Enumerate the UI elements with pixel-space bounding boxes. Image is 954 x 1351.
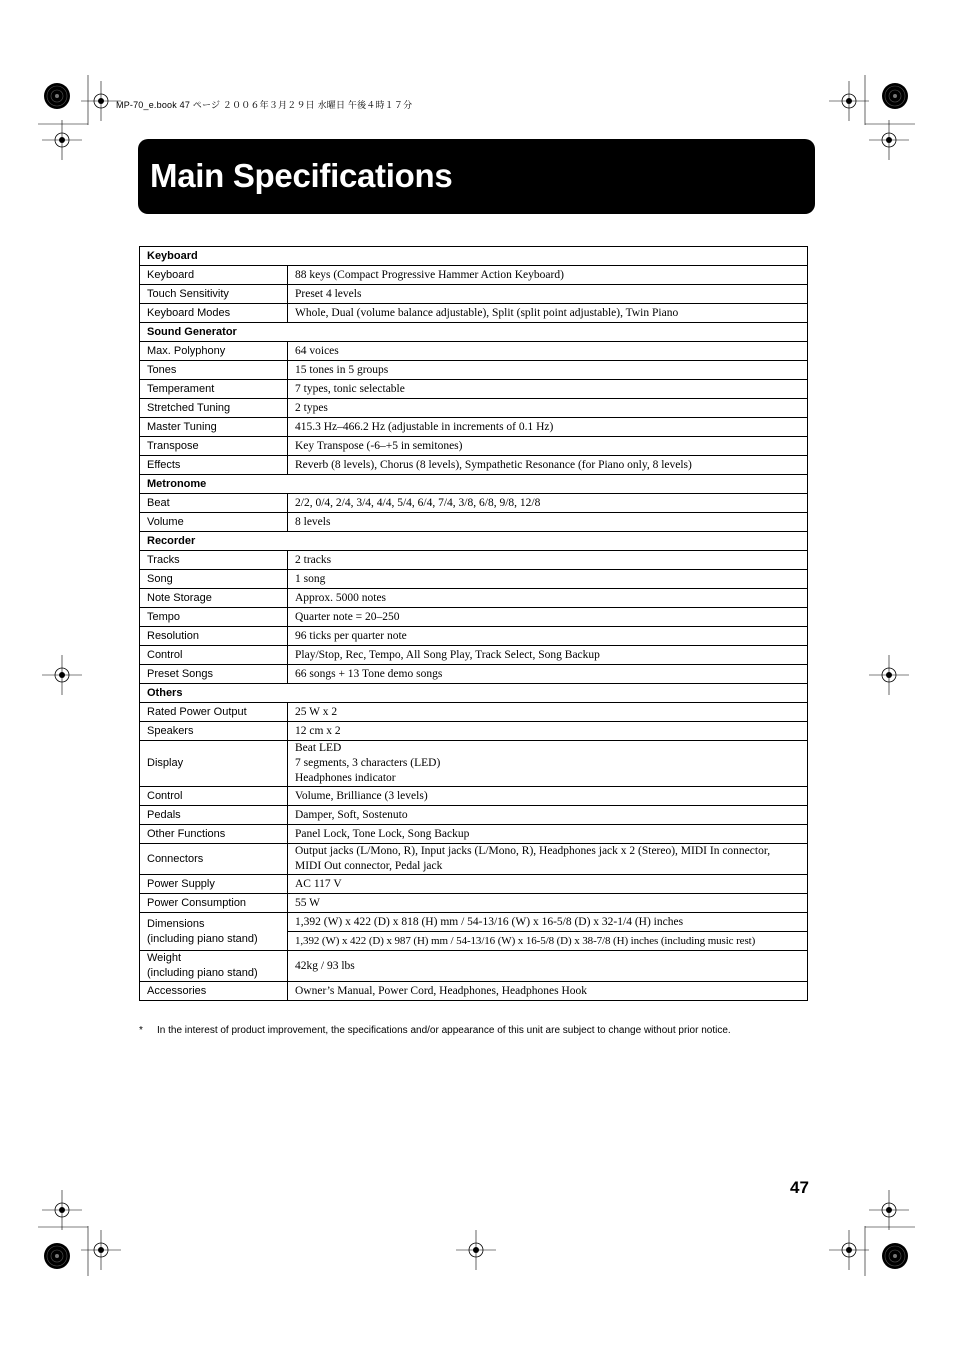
spec-value: Key Transpose (-6–+5 in semitones) — [288, 437, 808, 456]
spec-name: Beat — [140, 494, 288, 513]
spec-value: 25 W x 2 — [288, 703, 808, 722]
table-row — [140, 380, 808, 399]
spec-name: Stretched Tuning — [140, 399, 288, 418]
table-row — [140, 570, 808, 589]
section-header-row — [140, 475, 808, 494]
spec-value: 88 keys (Compact Progressive Hammer Action Keyboard) — [288, 266, 808, 285]
table-row — [140, 418, 808, 437]
spec-name: Tempo — [140, 608, 288, 627]
table-row — [140, 456, 808, 475]
spec-value: Whole, Dual (volume balance adjustable), Split (split point adjustable), Twin Piano — [288, 304, 808, 323]
spec-value: Preset 4 levels — [288, 285, 808, 304]
spec-value: Reverb (8 levels), Chorus (8 levels), Sympathetic Resonance (for Piano only, 8 levels) — [288, 456, 808, 475]
page-title: Main Specifications — [150, 157, 453, 194]
section-header-row — [140, 247, 808, 266]
spec-name: Power Consumption — [140, 894, 288, 913]
spec-value: Owner’s Manual, Power Cord, Headphones, Headphones Hook — [288, 982, 808, 1001]
table-row — [140, 361, 808, 380]
page-number: 47 — [790, 1178, 809, 1197]
section-header-row — [140, 532, 808, 551]
table-row — [140, 665, 808, 684]
display-line: Beat LED — [295, 742, 342, 754]
table-row — [140, 844, 808, 875]
spec-name: Control — [140, 787, 288, 806]
spec-name: Power Supply — [140, 875, 288, 894]
spec-value: 2/2, 0/4, 2/4, 3/4, 4/4, 5/4, 6/4, 7/4, 3/8, 6/8, 9/8, 12/8 — [288, 494, 808, 513]
table-row — [140, 722, 808, 741]
spec-value: 64 voices — [288, 342, 808, 361]
spec-value: 12 cm x 2 — [288, 722, 808, 741]
spec-value: 55 W — [288, 894, 808, 913]
spec-value: Volume, Brilliance (3 levels) — [288, 787, 808, 806]
spec-name: Preset Songs — [140, 665, 288, 684]
spec-name: Speakers — [140, 722, 288, 741]
dimensions-sublabel: (including piano stand) — [147, 932, 258, 945]
spec-name: Transpose — [140, 437, 288, 456]
spec-value: 8 levels — [288, 513, 808, 532]
section-header-row — [140, 684, 808, 703]
spec-name: Max. Polyphony — [140, 342, 288, 361]
spec-value: AC 117 V — [288, 875, 808, 894]
footnote-mark: * — [139, 1025, 143, 1036]
spec-value: 96 ticks per quarter note — [288, 627, 808, 646]
section-heading: Keyboard — [140, 247, 808, 266]
spec-value: 1,392 (W) x 422 (D) x 987 (H) mm / 54-13/16 (W) x 16-5/8 (D) x 38-7/8 (H) inches (including music rest) — [288, 932, 808, 951]
table-row — [140, 787, 808, 806]
table-row — [140, 342, 808, 361]
spec-name: Touch Sensitivity — [140, 285, 288, 304]
table-row — [140, 437, 808, 456]
spec-name: Rated Power Output — [140, 703, 288, 722]
spec-name: Keyboard — [140, 266, 288, 285]
title-bar — [138, 139, 815, 214]
spec-value: 415.3 Hz–466.2 Hz (adjustable in increments of 0.1 Hz) — [288, 418, 808, 437]
spec-name: Control — [140, 646, 288, 665]
table-row — [140, 494, 808, 513]
dimensions-label: Dimensions — [147, 917, 205, 930]
spec-name — [140, 951, 288, 982]
table-row — [140, 951, 808, 982]
spec-name: Display — [140, 741, 288, 787]
footnote-text: In the interest of product improvement, the specifications and/or appearance of this unit are subject to change without prior notice. — [157, 1025, 731, 1036]
table-row — [140, 913, 808, 932]
spec-name: Tracks — [140, 551, 288, 570]
specifications-table — [139, 246, 808, 1001]
section-heading: Sound Generator — [140, 323, 808, 342]
display-line: Headphones indicator — [295, 772, 396, 784]
spec-value — [288, 844, 808, 875]
spec-name: Accessories — [140, 982, 288, 1001]
table-row — [140, 875, 808, 894]
table-row — [140, 608, 808, 627]
spec-name: Note Storage — [140, 589, 288, 608]
spec-name: Effects — [140, 456, 288, 475]
spec-value: 42kg / 93 lbs — [288, 951, 808, 982]
footnote — [139, 1025, 819, 1036]
table-row — [140, 589, 808, 608]
connectors-line: MIDI Out connector, Pedal jack — [295, 860, 443, 872]
spec-value: 2 tracks — [288, 551, 808, 570]
table-row — [140, 551, 808, 570]
spec-name — [140, 913, 288, 951]
section-header-row — [140, 323, 808, 342]
display-line: 7 segments, 3 characters (LED) — [295, 757, 441, 769]
weight-sublabel: (including piano stand) — [147, 967, 258, 979]
spec-value: 7 types, tonic selectable — [288, 380, 808, 399]
spec-name: Temperament — [140, 380, 288, 399]
weight-label: Weight — [147, 952, 182, 964]
table-row — [140, 304, 808, 323]
table-row — [140, 627, 808, 646]
table-row — [140, 806, 808, 825]
table-row — [140, 399, 808, 418]
spec-value: Panel Lock, Tone Lock, Song Backup — [288, 825, 808, 844]
spec-value: 15 tones in 5 groups — [288, 361, 808, 380]
spec-value: Damper, Soft, Sostenuto — [288, 806, 808, 825]
spec-value: Quarter note = 20–250 — [288, 608, 808, 627]
spec-name: Master Tuning — [140, 418, 288, 437]
spec-name: Other Functions — [140, 825, 288, 844]
table-row — [140, 285, 808, 304]
table-row — [140, 825, 808, 844]
spec-name: Pedals — [140, 806, 288, 825]
spec-name: Keyboard Modes — [140, 304, 288, 323]
table-row — [140, 741, 808, 787]
spec-name: Volume — [140, 513, 288, 532]
spec-name: Connectors — [140, 844, 288, 875]
section-heading: Recorder — [140, 532, 808, 551]
table-row — [140, 982, 808, 1001]
table-row — [140, 894, 808, 913]
table-row — [140, 703, 808, 722]
spec-value: Approx. 5000 notes — [288, 589, 808, 608]
spec-name: Resolution — [140, 627, 288, 646]
connectors-line: Output jacks (L/Mono, R), Input jacks (L/Mono, R), Headphones jack x 2 (Stereo), MIDI In connector, — [295, 845, 771, 857]
section-heading: Others — [140, 684, 808, 703]
spec-name: Song — [140, 570, 288, 589]
print-header: MP-70_e.book 47 ページ ２００６年３月２９日 水曜日 午後４時１７分 — [116, 100, 413, 110]
spec-value — [288, 741, 808, 787]
spec-value: Play/Stop, Rec, Tempo, All Song Play, Track Select, Song Backup — [288, 646, 808, 665]
spec-name: Tones — [140, 361, 288, 380]
spec-value: 2 types — [288, 399, 808, 418]
table-row — [140, 646, 808, 665]
section-heading: Metronome — [140, 475, 808, 494]
spec-value: 1 song — [288, 570, 808, 589]
table-row — [140, 266, 808, 285]
spec-value: 1,392 (W) x 422 (D) x 818 (H) mm / 54-13/16 (W) x 16-5/8 (D) x 32-1/4 (H) inches — [288, 913, 808, 932]
table-row — [140, 513, 808, 532]
spec-value: 66 songs + 13 Tone demo songs — [288, 665, 808, 684]
